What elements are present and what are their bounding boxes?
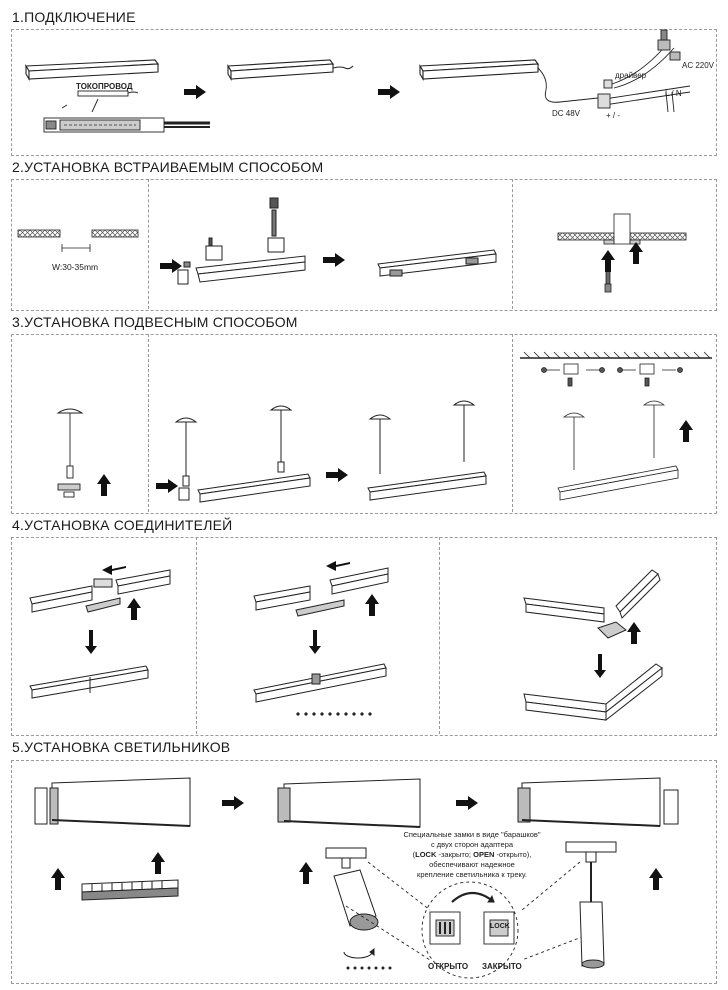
label-open: ОТКРЫТО xyxy=(428,962,469,971)
connector-straight-result xyxy=(30,666,148,698)
ceiling-bracket xyxy=(558,214,686,292)
label-width: W:30-35mm xyxy=(52,262,99,272)
track-profile-2 xyxy=(228,60,353,79)
label-driver: драйвер xyxy=(615,71,647,80)
wiring xyxy=(538,30,690,112)
conductor-part xyxy=(62,91,138,112)
note-line-1: Специальные замки в виде "барашков" xyxy=(403,830,541,839)
pendant-2 xyxy=(176,406,310,502)
linear-module xyxy=(82,880,178,900)
pendant-spot xyxy=(566,842,616,968)
label-ac: AC 220V xyxy=(682,61,715,70)
label-dc: DC 48V xyxy=(552,109,581,118)
section-2-heading: 2.УСТАНОВКА ВСТРАИВАЕМЫМ СПОСОБОМ xyxy=(12,159,324,175)
connector-straight-1 xyxy=(30,570,170,612)
connector-corner-result xyxy=(524,664,662,720)
note-line-3: (LOCK -закрыто; OPEN -открыто), xyxy=(412,850,532,859)
track-profile-3 xyxy=(420,60,538,79)
note-line-4: обеспечивают надежное xyxy=(429,860,515,869)
note-lock: LOCK xyxy=(415,850,437,859)
section-4-heading: 4.УСТАНОВКА СОЕДИНИТЕЛЕЙ xyxy=(12,517,233,533)
connector-straight-result-2 xyxy=(254,664,386,702)
luminaire-insert-3 xyxy=(518,778,678,826)
label-conductor: ТОКОПРОВОД xyxy=(76,82,133,91)
arrow-left-icon-2 xyxy=(326,561,350,571)
luminaire-insert-1 xyxy=(35,778,190,826)
section-1-heading: 1.ПОДКЛЮЧЕНИЕ xyxy=(12,9,136,25)
section-5-heading: 5.УСТАНОВКА СВЕТИЛЬНИКОВ xyxy=(12,739,231,755)
rotate-dots xyxy=(347,967,392,970)
recessed-assembly xyxy=(178,198,305,284)
note-line-5: крепление светильника к треку. xyxy=(417,870,527,879)
note-open-desc: -открыто), xyxy=(494,850,532,859)
note-lock-desc: -закрыто; xyxy=(436,850,474,859)
section-3-heading: 3.УСТАНОВКА ПОДВЕСНЫМ СПОСОБОМ xyxy=(12,314,298,330)
arrow-down-icon-3 xyxy=(594,654,606,678)
note-line-2: с двух сторон адаптера xyxy=(430,840,514,849)
track-detail xyxy=(44,118,210,132)
arrow-left-icon xyxy=(102,565,126,575)
connector-corner xyxy=(524,570,660,638)
pendant-1 xyxy=(58,409,82,497)
pendant-3 xyxy=(368,401,486,500)
spotlight xyxy=(326,848,378,958)
track-profile-1 xyxy=(26,60,158,79)
label-ln: L / N xyxy=(665,89,682,98)
lock-note xyxy=(386,830,558,880)
luminaire-insert-2 xyxy=(278,779,420,827)
label-polarity: + / - xyxy=(606,111,621,120)
arrow-down-icon-2 xyxy=(309,630,321,654)
label-closed: ЗАКРЫТО xyxy=(482,962,522,971)
note-open: OPEN xyxy=(473,850,495,859)
label-lock-word: LOCK xyxy=(490,923,510,930)
connector-straight-2 xyxy=(254,568,388,616)
ceiling-cutout xyxy=(18,230,138,252)
recessed-result xyxy=(378,250,496,276)
arrow-down-icon xyxy=(85,630,97,654)
dots-row xyxy=(296,712,371,715)
